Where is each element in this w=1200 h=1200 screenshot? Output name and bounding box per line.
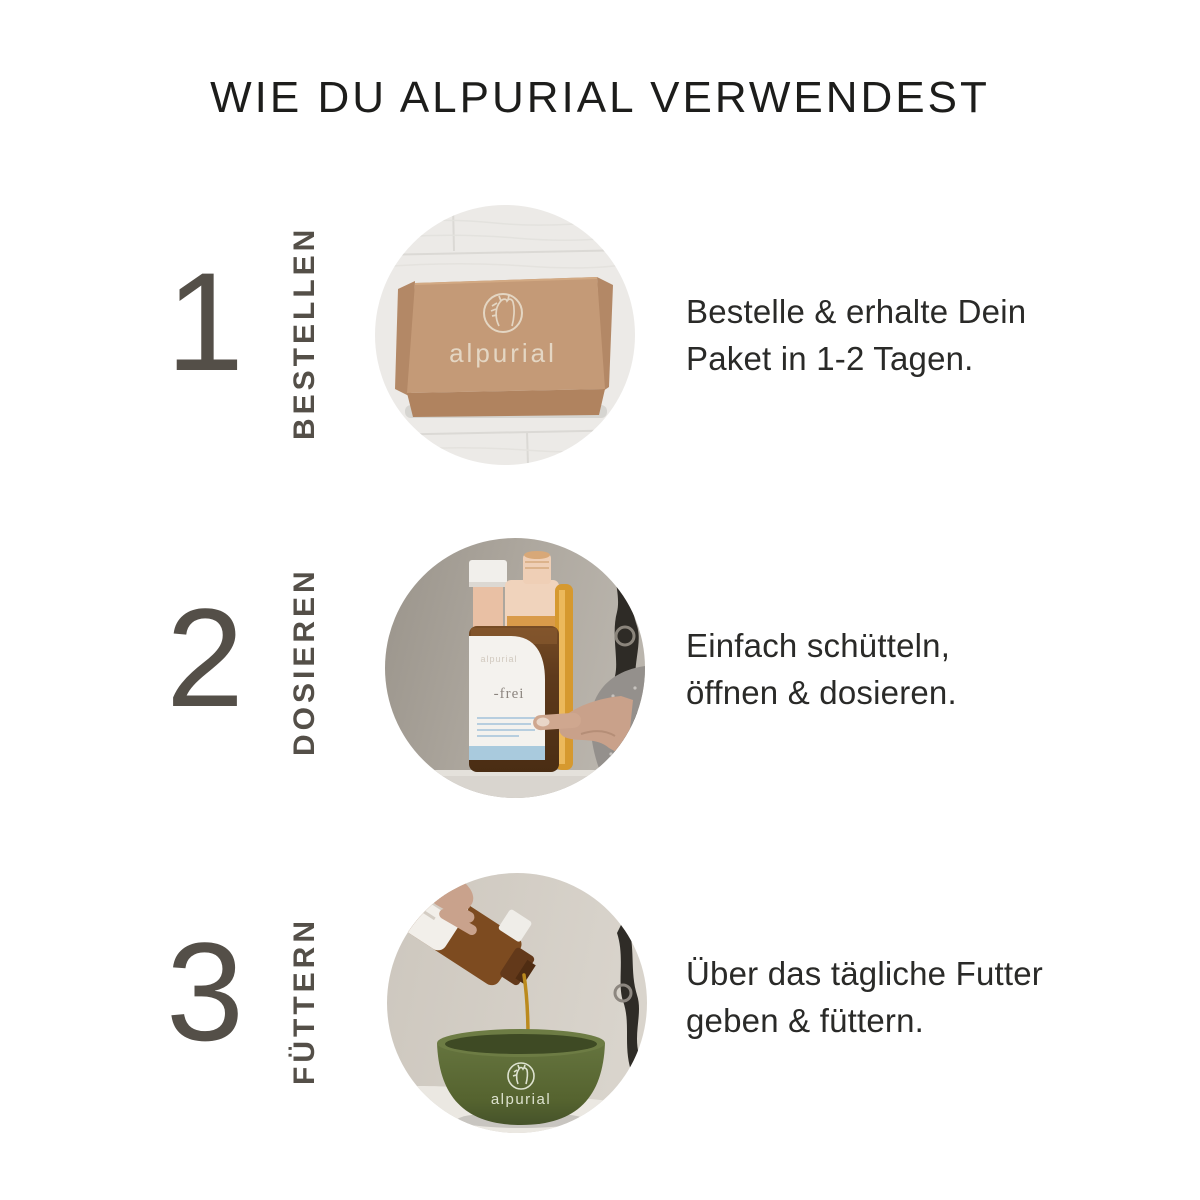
step-2-photo-dosing-bottle [385,538,645,798]
box-brand-wordmark: alpurial [449,338,557,368]
step-2-description-line-1: Einfach schütteln, [686,627,951,664]
label-product-name-fragment: -frei [493,686,525,702]
feeding-photo-illustration [387,873,647,1133]
step-1-description-line-1: Bestelle & erhalte Dein [686,293,1027,330]
step-3-description [686,950,1116,1044]
label-brand-wordmark-faint: alpurial [480,654,518,664]
step-1-label: BESTELLEN [288,225,321,441]
step-2-number: 2 [166,579,244,736]
step-1-number: 1 [166,243,244,400]
step-1-description-line-2: Paket in 1-2 Tagen. [686,340,974,377]
dosing-bottle-photo-illustration [385,538,645,798]
step-1-photo-shipping-box [375,205,635,465]
page-title: WIE DU ALPURIAL VERWENDEST [210,73,990,122]
step-3-description-line-2: geben & füttern. [686,1002,925,1039]
step-3-description-line-1: Über das tägliche Futter [686,955,1043,992]
step-3-label: FÜTTERN [288,917,321,1085]
step-3-photo-feed-bowl [387,873,647,1133]
step-1-description [686,288,1116,382]
shipping-box-photo-illustration [375,205,635,465]
amber-dosing-bottle [469,551,573,772]
step-2-description [686,622,1116,716]
label-blue-band [469,746,545,760]
step-3-number: 3 [166,913,244,1070]
step-2-description-line-2: öffnen & dosieren. [686,674,957,711]
bowl-brand-wordmark: alpurial [490,1091,552,1108]
step-2-label: DOSIEREN [288,567,321,757]
